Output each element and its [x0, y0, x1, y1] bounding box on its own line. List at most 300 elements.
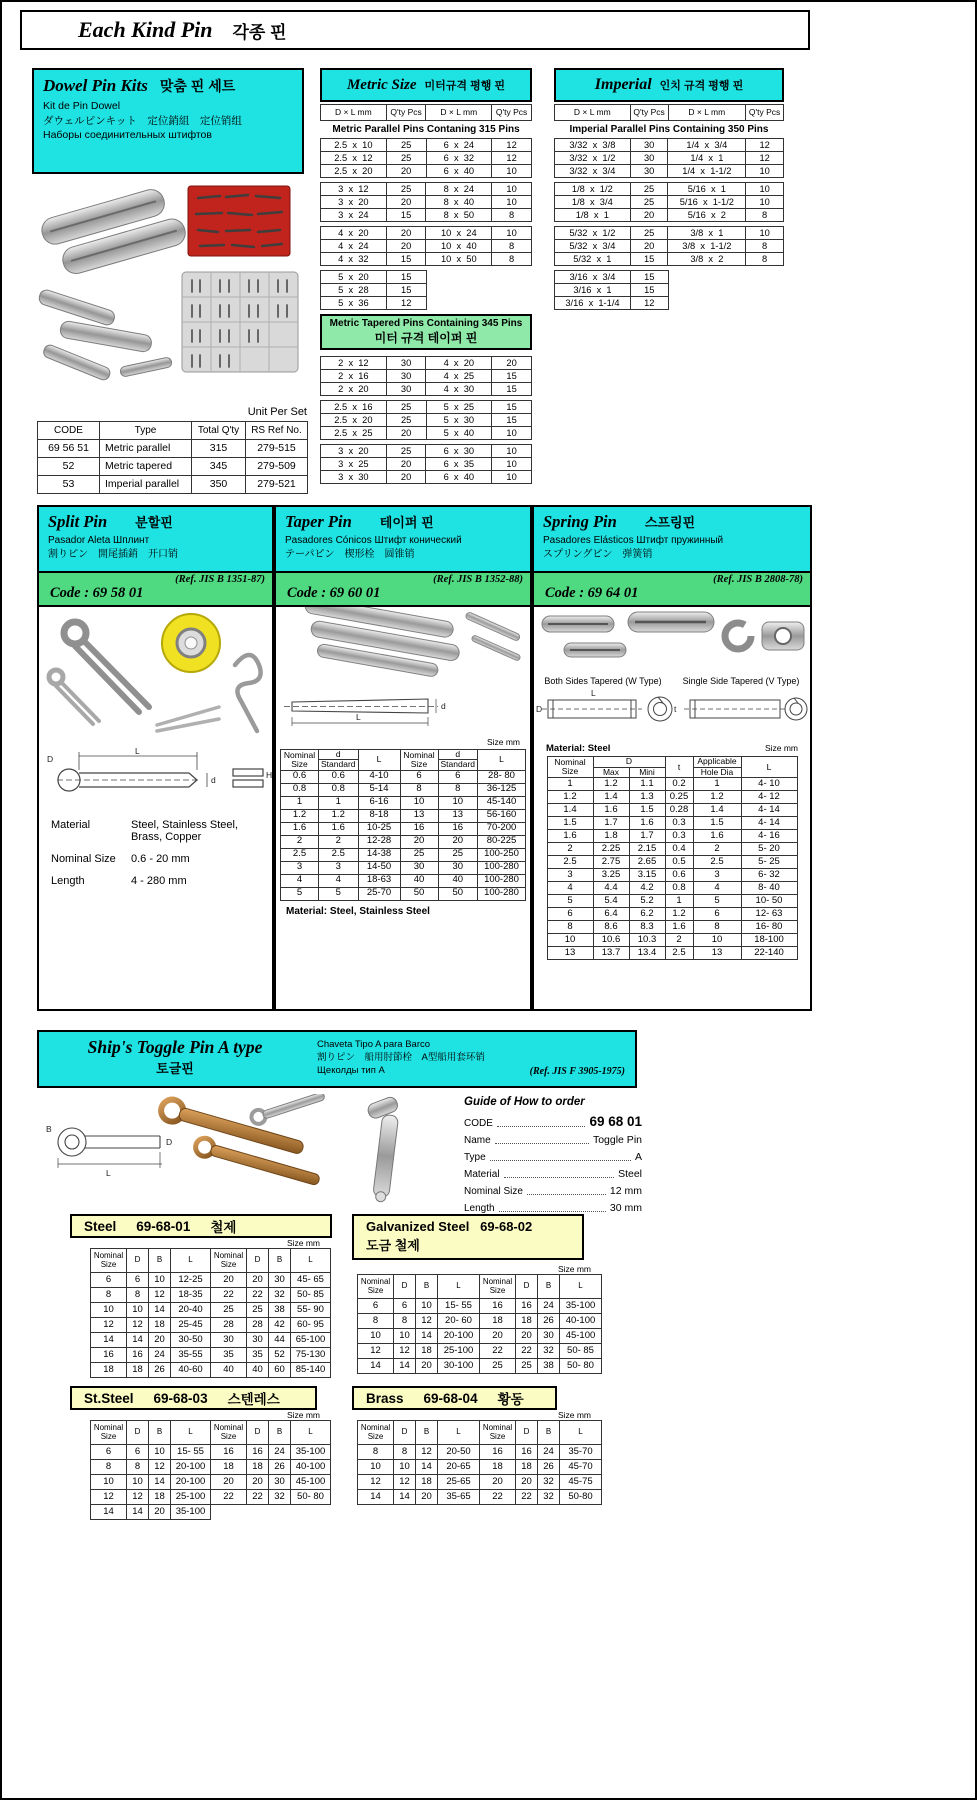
toggle-sub1: Chaveta Tipo A para Barco — [317, 1039, 431, 1050]
table-cell: 20 — [211, 1273, 247, 1288]
spec-value: Steel, Stainless Steel, Brass, Copper — [131, 819, 239, 843]
column-header: L — [438, 1421, 480, 1445]
table-cell: 18-100 — [741, 934, 797, 947]
table-cell: 5- 20 — [741, 843, 797, 856]
table-cell: 16- 80 — [741, 921, 797, 934]
table-cell: 38 — [269, 1303, 291, 1318]
table-cell: 20-100 — [171, 1460, 211, 1475]
order-guide-title: Guide of How to order — [464, 1096, 585, 1108]
column-header: Nominal Size — [547, 757, 593, 778]
split-sub1: Pasador Aleta Шплинт — [48, 535, 150, 546]
table-cell: 14 — [91, 1505, 127, 1520]
table-row — [281, 809, 526, 822]
table-cell: 6 — [358, 1299, 394, 1314]
table-cell: 6 — [91, 1273, 127, 1288]
split-title-kr: 분할핀 — [135, 515, 173, 530]
column-header: d — [438, 750, 478, 760]
table-cell: 10 — [746, 165, 784, 178]
table-cell: 10 — [127, 1475, 149, 1490]
table-cell: 50 — [438, 887, 478, 900]
table-cell: 0.2 — [665, 778, 693, 791]
galvanized-section-title — [352, 1214, 584, 1260]
table-cell: 25-45 — [171, 1318, 211, 1333]
table-row — [91, 1348, 331, 1363]
table-cell: 20-50 — [438, 1445, 480, 1460]
table-cell: 4- 14 — [741, 817, 797, 830]
table-cell: 0.25 — [665, 791, 693, 804]
table-cell: 6 — [400, 770, 438, 783]
spring-material-row — [534, 743, 810, 754]
table-row — [321, 427, 532, 440]
column-header: Hole Dia — [693, 767, 741, 777]
split-sub2: 割りピン 開尾插銷 开口销 — [48, 548, 178, 560]
table-row — [547, 947, 797, 960]
metric-tapered-caption-box — [320, 314, 532, 350]
table-cell: 14 — [358, 1359, 394, 1374]
table-cell: 30 — [386, 383, 426, 396]
table-cell: 30-50 — [171, 1333, 211, 1348]
column-header: L — [560, 1275, 602, 1299]
table-cell: 4-10 — [358, 770, 400, 783]
table-cell: 20 — [630, 240, 668, 253]
table-row — [281, 796, 526, 809]
table-row — [91, 1475, 331, 1490]
table-header-row — [358, 1275, 602, 1299]
table-cell: 16 — [247, 1445, 269, 1460]
table-cell: 25 — [247, 1303, 269, 1318]
table-cell: 12 — [127, 1318, 149, 1333]
table-cell: 1.4 — [593, 791, 629, 804]
table-row — [321, 458, 532, 471]
table-cell: 16 — [516, 1445, 538, 1460]
table-cell: 18 — [416, 1475, 438, 1490]
table-row — [321, 383, 532, 396]
table-row — [321, 471, 532, 484]
table-row — [281, 861, 526, 874]
table-cell: 4.4 — [593, 882, 629, 895]
table-cell: 10 — [492, 183, 532, 196]
table-cell: 20 — [386, 458, 426, 471]
table-cell: 40 — [211, 1363, 247, 1378]
table-cell: 25 — [516, 1359, 538, 1374]
table-cell: 10 x 50 — [426, 253, 492, 266]
table-cell: 2 — [281, 835, 319, 848]
column-header: B — [149, 1421, 171, 1445]
table-row — [547, 908, 797, 921]
column-header: D × L mm — [668, 105, 746, 121]
table-row — [321, 414, 532, 427]
table-row — [321, 240, 532, 253]
table-cell: 24 — [149, 1348, 171, 1363]
table-cell: 2.5 x 20 — [321, 414, 387, 427]
table-cell: 12 — [746, 152, 784, 165]
table-cell: 12 — [746, 139, 784, 152]
imperial-title: Imperial — [594, 76, 652, 93]
pin-size-table — [320, 138, 532, 178]
table-cell: 20 — [630, 209, 668, 222]
column-header: Nominal Size — [480, 1275, 516, 1299]
split-panel-header — [39, 507, 272, 571]
table-cell: 20 — [516, 1329, 538, 1344]
table-cell: 16 — [516, 1299, 538, 1314]
pin-size-table — [320, 444, 532, 484]
table-cell: 5/32 x 3/4 — [555, 240, 631, 253]
spec-label: Material — [51, 819, 91, 831]
table-cell: 20-100 — [438, 1329, 480, 1344]
table-row — [547, 778, 797, 791]
table-cell: 100-280 — [478, 887, 526, 900]
table-row — [281, 835, 526, 848]
table-row — [281, 770, 526, 783]
table-cell: 6 — [127, 1445, 149, 1460]
table-cell: 5 — [547, 895, 593, 908]
table-cell: 40 — [438, 874, 478, 887]
column-header: t — [665, 757, 693, 778]
table-row — [547, 791, 797, 804]
brass-code: 69-68-04 — [423, 1390, 478, 1406]
brass-section-title — [352, 1386, 557, 1410]
table-row — [91, 1460, 331, 1475]
table-cell: 5 x 36 — [321, 297, 387, 310]
table-cell: 5.2 — [629, 895, 665, 908]
table-cell: 20 — [386, 240, 426, 253]
spec-row — [51, 853, 260, 865]
table-cell: 5 — [319, 887, 359, 900]
table-cell: 14-38 — [358, 848, 400, 861]
table-cell: 15 — [386, 253, 426, 266]
column-header: Q'ty Pcs — [630, 105, 668, 121]
table-cell: 20-40 — [171, 1303, 211, 1318]
table-row — [358, 1445, 602, 1460]
table-row — [91, 1363, 331, 1378]
table-row — [281, 874, 526, 887]
table-cell: 2 — [547, 843, 593, 856]
column-header: L — [478, 750, 526, 771]
table-cell: 40 — [247, 1363, 269, 1378]
table-row — [547, 856, 797, 869]
table-cell: 8 x 24 — [426, 183, 492, 196]
table-cell: 1 — [665, 895, 693, 908]
table-cell: 18-63 — [358, 874, 400, 887]
column-header: Standard — [319, 760, 359, 770]
split-code: Code : 69 58 01 — [50, 585, 144, 601]
table-cell: 1.2 — [693, 791, 741, 804]
table-cell: 25 — [386, 139, 426, 152]
table-cell: 80-225 — [478, 835, 526, 848]
table-cell: 3/16 x 1 — [555, 284, 631, 297]
table-cell: 10-25 — [358, 822, 400, 835]
pin-size-table — [320, 270, 532, 310]
guide-label: Length — [464, 1203, 495, 1214]
table-cell: 8 — [127, 1288, 149, 1303]
table-cell: 14 — [416, 1460, 438, 1475]
table-row — [91, 1333, 331, 1348]
table-cell: 13 — [547, 947, 593, 960]
table-row — [321, 139, 532, 152]
table-cell: 10 — [492, 471, 532, 484]
table-cell: 4 x 30 — [426, 383, 492, 396]
dim-label-B: B — [46, 1124, 52, 1134]
table-cell: 28 — [211, 1318, 247, 1333]
table-cell: 2.15 — [629, 843, 665, 856]
table-cell: 50- 80 — [291, 1490, 331, 1505]
table-row — [321, 357, 532, 370]
table-cell: 50- 85 — [291, 1288, 331, 1303]
table-cell: 20- 60 — [438, 1314, 480, 1329]
table-cell: 4 — [281, 874, 319, 887]
metric-column-headers — [320, 104, 532, 121]
table-cell: 10 — [127, 1303, 149, 1318]
table-cell: 10 — [492, 445, 532, 458]
spring-size-unit: Size mm — [764, 743, 798, 754]
table-cell: 315 — [192, 440, 246, 458]
table-cell: 5-14 — [358, 783, 400, 796]
column-header: D — [127, 1421, 149, 1445]
table-cell: 12 — [386, 297, 426, 310]
column-header: Nominal Size — [358, 1275, 394, 1299]
table-row — [321, 401, 532, 414]
table-cell: 25 — [386, 183, 426, 196]
spring-type-labels — [534, 676, 810, 686]
table-cell: 30 — [630, 152, 668, 165]
table-cell: 50-80 — [560, 1490, 602, 1505]
ststeel-code: 69-68-03 — [153, 1390, 208, 1406]
table-cell: 5 x 30 — [426, 414, 492, 427]
taper-size-table — [280, 749, 526, 901]
table-cell: 18 — [416, 1344, 438, 1359]
unit-per-set-label: Unit Per Set — [247, 406, 307, 418]
table-cell: 25 — [386, 414, 426, 427]
spring-title-kr: 스프링핀 — [644, 515, 696, 530]
spring-pin-panel — [532, 505, 812, 1011]
table-cell: 35-70 — [560, 1445, 602, 1460]
table-cell: 18 — [211, 1460, 247, 1475]
table-cell: 15 — [386, 284, 426, 297]
table-cell: 1.7 — [629, 830, 665, 843]
table-cell: 0.28 — [665, 804, 693, 817]
spec-label: Nominal Size — [51, 853, 116, 865]
column-header: Nominal Size — [91, 1249, 127, 1273]
table-cell: 10 — [416, 1299, 438, 1314]
table-cell: 2.5 — [319, 848, 359, 861]
table-cell: 8 — [358, 1314, 394, 1329]
table-cell: 1.6 — [629, 817, 665, 830]
guide-row — [464, 1168, 642, 1180]
table-row — [281, 822, 526, 835]
table-cell: 2.5 x 20 — [321, 165, 387, 178]
table-cell: 18 — [480, 1314, 516, 1329]
table-cell: 35 — [247, 1348, 269, 1363]
table-cell: 3 x 24 — [321, 209, 387, 222]
table-cell: 10 — [91, 1475, 127, 1490]
galv-size-unit: Size mm — [557, 1264, 591, 1274]
table-cell: 13.4 — [629, 947, 665, 960]
table-cell: Imperial parallel — [100, 476, 192, 494]
table-cell: 15 — [386, 209, 426, 222]
table-cell: 14 — [149, 1475, 171, 1490]
table-cell: 13 — [693, 947, 741, 960]
table-row — [547, 830, 797, 843]
table-cell: 5 x 28 — [321, 284, 387, 297]
table-cell: 6 — [438, 770, 478, 783]
column-header: D — [247, 1421, 269, 1445]
column-header: d — [319, 750, 359, 760]
imperial-title-kr: 인치 규격 평행 핀 — [659, 80, 744, 92]
table-cell: 10 — [746, 196, 784, 209]
page-title-kr: 각종 핀 — [232, 22, 287, 42]
table-cell: 1.2 — [547, 791, 593, 804]
spring-code: Code : 69 64 01 — [545, 585, 639, 601]
table-cell: 24 — [269, 1445, 291, 1460]
column-header: Type — [100, 422, 192, 440]
table-cell: 70-200 — [478, 822, 526, 835]
table-cell: 3 — [319, 861, 359, 874]
table-cell: 24 — [538, 1299, 560, 1314]
metric-size-panel — [320, 68, 532, 488]
table-cell: 45-100 — [291, 1475, 331, 1490]
table-cell: 6 x 30 — [426, 445, 492, 458]
dim-label-L: L — [135, 746, 140, 756]
table-cell: 30 — [630, 165, 668, 178]
table-cell: 50 — [400, 887, 438, 900]
table-cell: 16 — [480, 1299, 516, 1314]
dowel-kits-table — [37, 421, 308, 494]
spring-sub2: スプリングピン 弹簧销 — [543, 548, 653, 560]
column-header: Nominal Size — [480, 1421, 516, 1445]
table-cell: 20 — [492, 357, 532, 370]
dowel-pin-kits-panel — [32, 68, 304, 174]
table-cell: 2.75 — [593, 856, 629, 869]
spring-pins-photo — [534, 607, 810, 669]
table-cell: 30 — [386, 357, 426, 370]
pin-size-table — [320, 356, 532, 396]
table-cell: 3/8 x 1-1/2 — [668, 240, 746, 253]
table-row — [321, 152, 532, 165]
table-cell: 1/4 x 1 — [668, 152, 746, 165]
table-cell: 1.2 — [593, 778, 629, 791]
split-pin-panel — [37, 505, 274, 1011]
brass-size-table — [357, 1420, 602, 1505]
galv-kr: 도금 철제 — [366, 1237, 420, 1253]
table-row — [91, 1288, 331, 1303]
spring-pin-diagrams — [534, 686, 810, 736]
table-cell: 20 — [386, 196, 426, 209]
galvanized-size-table — [357, 1274, 602, 1374]
spring-title: Spring Pin — [543, 512, 617, 531]
table-cell: 12 — [394, 1475, 416, 1490]
table-row — [547, 869, 797, 882]
taper-sub1: Pasadores Cónicos Штифт конический — [285, 535, 462, 546]
table-cell: 10- 50 — [741, 895, 797, 908]
column-header: D — [247, 1249, 269, 1273]
table-cell: 8 — [547, 921, 593, 934]
spring-panel-header — [534, 507, 810, 571]
table-cell: 1 — [319, 796, 359, 809]
table-cell: 20 — [386, 427, 426, 440]
table-row — [321, 253, 532, 266]
table-cell: 25-100 — [171, 1490, 211, 1505]
table-cell: 45-70 — [560, 1460, 602, 1475]
table-cell: 10 — [492, 427, 532, 440]
table-cell: 2.25 — [593, 843, 629, 856]
table-cell: 20 — [149, 1333, 171, 1348]
table-cell: 22 — [211, 1288, 247, 1303]
page-title-en: Each Kind Pin — [78, 17, 213, 42]
table-cell: 100-280 — [478, 861, 526, 874]
metric-title: Metric Size — [346, 76, 417, 93]
table-cell: 1.6 — [547, 830, 593, 843]
taper-pin-panel — [274, 505, 532, 1011]
table-cell: 4 — [319, 874, 359, 887]
column-header: Standard — [438, 760, 478, 770]
guide-label: Nominal Size — [464, 1186, 523, 1197]
table-cell: 1.2 — [665, 908, 693, 921]
table-cell: 30 — [400, 861, 438, 874]
table-cell: 8 — [394, 1314, 416, 1329]
table-cell: 30 — [269, 1475, 291, 1490]
table-cell: 100-280 — [478, 874, 526, 887]
column-header: L — [741, 757, 797, 778]
table-cell: 25 — [630, 196, 668, 209]
table-cell: 10 — [492, 227, 532, 240]
split-title: Split Pin — [48, 512, 108, 531]
table-cell: 25 — [438, 848, 478, 861]
table-cell: 12 — [492, 152, 532, 165]
split-jis-ref: (Ref. JIS B 1351-87) — [175, 574, 265, 585]
table-cell: 10 — [394, 1329, 416, 1344]
table-cell: 6- 32 — [741, 869, 797, 882]
table-cell: 15 — [386, 271, 426, 284]
table-cell: 14 — [149, 1303, 171, 1318]
table-cell: 30 — [247, 1333, 269, 1348]
table-cell: 25-65 — [438, 1475, 480, 1490]
guide-value: 12 mm — [609, 1185, 642, 1197]
table-cell: 5 — [281, 887, 319, 900]
table-cell: 13 — [438, 809, 478, 822]
table-cell: 12 — [416, 1314, 438, 1329]
ststeel-name: St.Steel — [84, 1390, 134, 1406]
table-cell: 3/32 x 3/4 — [555, 165, 631, 178]
table-cell: 3 x 25 — [321, 458, 387, 471]
table-cell: 3/16 x 1-1/4 — [555, 297, 631, 310]
table-cell: 25-100 — [438, 1344, 480, 1359]
table-cell: 1.6 — [593, 804, 629, 817]
table-cell: 1/8 x 3/4 — [555, 196, 631, 209]
pin-size-table — [320, 400, 532, 440]
table-cell: 10 — [438, 796, 478, 809]
table-cell: 18 — [91, 1363, 127, 1378]
table-row — [38, 458, 308, 476]
table-cell: 4 — [693, 882, 741, 895]
table-cell: 12 — [91, 1490, 127, 1505]
table-cell: 26 — [538, 1314, 560, 1329]
table-cell: 3/8 x 1 — [668, 227, 746, 240]
table-row — [358, 1490, 602, 1505]
table-cell: 20 — [247, 1475, 269, 1490]
table-cell: 32 — [269, 1288, 291, 1303]
table-cell: 18 — [480, 1460, 516, 1475]
steel-kr: 철제 — [210, 1220, 237, 1235]
table-cell: 14-50 — [358, 861, 400, 874]
table-cell: 20-65 — [438, 1460, 480, 1475]
table-cell: 20 — [211, 1475, 247, 1490]
table-cell: 10 — [394, 1460, 416, 1475]
column-header: B — [416, 1275, 438, 1299]
table-cell: 8 — [358, 1445, 394, 1460]
table-cell: 15 — [492, 370, 532, 383]
table-cell: 16 — [480, 1445, 516, 1460]
table-cell: 2.5 — [547, 856, 593, 869]
